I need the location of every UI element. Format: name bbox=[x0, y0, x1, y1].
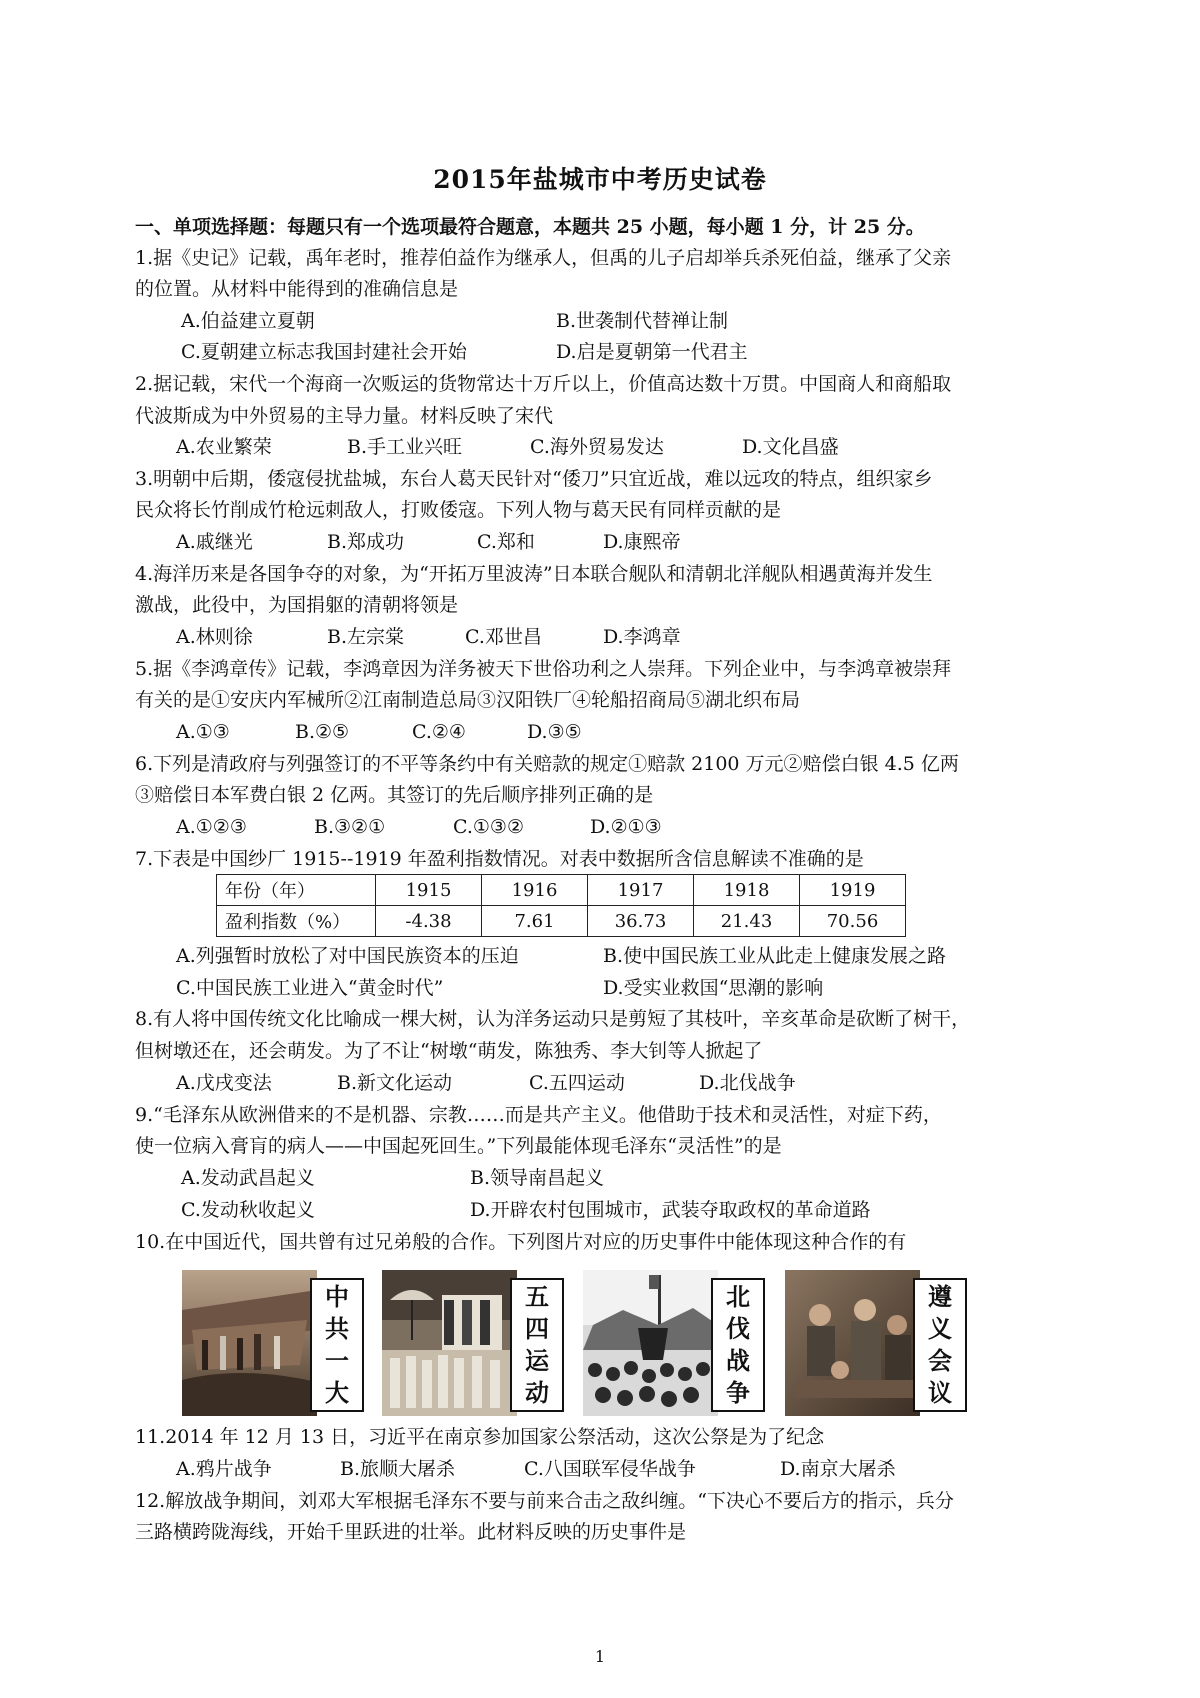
caption-box bbox=[913, 1278, 967, 1412]
question-11-line-1: 11.2014 年 12 月 13 日，习近平在南京参加国家公祭活动，这次公祭是为了纪念 bbox=[135, 1426, 825, 1448]
rally-photo bbox=[583, 1270, 718, 1416]
question-12-line-1: 12.解放战争期间，刘邓大军根据毛泽东不要与前来合击之敌纠缠。“下决心不要后方的指示，兵分 bbox=[135, 1490, 954, 1512]
q6-option-b: B.③②① bbox=[314, 816, 386, 838]
caption-box bbox=[510, 1278, 564, 1412]
section-heading: 一、单项选择题：每题只有一个选项最符合题意，本题共 25 小题，每小题 1 分，计 25 分。 bbox=[135, 216, 925, 238]
q2-option-b: B.手工业兴旺 bbox=[347, 436, 463, 458]
caption-char: 会 bbox=[928, 1347, 952, 1375]
caption-char: 一 bbox=[325, 1347, 349, 1375]
question-8-line-1: 8.有人将中国传统文化比喻成一棵大树，认为洋务运动只是剪短了其枝叶，辛亥革命是砍断了树干， bbox=[135, 1008, 971, 1030]
question-3-line-1: 3.明朝中后期，倭寇侵扰盐城，东台人葛天民针对“倭刀”只宜近战，难以远攻的特点，组织家乡 bbox=[135, 468, 933, 490]
question-1-line-2: 的位置。从材料中能得到的准确信息是 bbox=[135, 278, 459, 300]
caption-char: 运 bbox=[525, 1347, 549, 1375]
table-cell: 1919 bbox=[800, 875, 906, 906]
picture-beifa-zhanzheng bbox=[583, 1270, 773, 1416]
q2-option-d: D.文化昌盛 bbox=[742, 436, 839, 458]
caption-box bbox=[310, 1278, 364, 1412]
question-2-line-1: 2.据记载，宋代一个海商一次贩运的货物常达十万斤以上，价值高达数十万贯。中国商人和商船取 bbox=[135, 373, 952, 395]
caption-char: 中 bbox=[325, 1283, 349, 1311]
q5-option-b: B.②⑤ bbox=[295, 721, 350, 743]
caption-char: 伐 bbox=[726, 1315, 750, 1343]
picture-zhonggong-yida bbox=[182, 1270, 372, 1416]
question-7-line-1: 7.下表是中国纱厂 1915--1919 年盈利指数情况。对表中数据所含信息解读不准确的是 bbox=[135, 848, 864, 870]
caption-char: 战 bbox=[726, 1347, 750, 1375]
q9-option-d: D.开辟农村包围城市，武装夺取政权的革命道路 bbox=[470, 1199, 871, 1221]
q3-option-b: B.郑成功 bbox=[327, 531, 405, 553]
q7-option-a: A.列强暂时放松了对中国民族资本的压迫 bbox=[176, 945, 519, 967]
question-1-line-1: 1.据《史记》记载，禹年老时，推荐伯益作为继承人，但禹的儿子启却举兵杀死伯益，继承了父亲 bbox=[135, 247, 952, 269]
question-10-line-1: 10.在中国近代，国共曾有过兄弟般的合作。下列图片对应的历史事件中能体现这种合作的有 bbox=[135, 1231, 907, 1253]
table-cell: 1915 bbox=[376, 875, 482, 906]
q4-option-d: D.李鸿章 bbox=[603, 626, 681, 648]
table-cell: 年份（年） bbox=[217, 875, 376, 906]
q8-option-a: A.戊戌变法 bbox=[176, 1072, 272, 1094]
q3-option-c: C.郑和 bbox=[477, 531, 535, 553]
exam-title: 2015年盐城市中考历史试卷 bbox=[433, 165, 767, 194]
q6-option-d: D.②①③ bbox=[590, 816, 662, 838]
question-3-line-2: 民众将长竹削成竹枪远刺敌人，打败倭寇。下列人物与葛天民有同样贡献的是 bbox=[135, 499, 782, 521]
q8-option-d: D.北伐战争 bbox=[699, 1072, 796, 1094]
profit-index-table bbox=[216, 874, 906, 937]
q8-option-c: C.五四运动 bbox=[529, 1072, 625, 1094]
q1-option-b: B.世袭制代替禅让制 bbox=[556, 310, 729, 332]
q3-option-a: A.戚继光 bbox=[176, 531, 253, 553]
q9-option-c: C.发动秋收起义 bbox=[181, 1199, 315, 1221]
table-cell: 21.43 bbox=[694, 906, 800, 937]
question-5-line-2: 有关的是①安庆内军械所②江南制造总局③汉阳铁厂④轮船招商局⑤湖北织布局 bbox=[135, 689, 801, 711]
table-cell: -4.38 bbox=[376, 906, 482, 937]
table-row bbox=[217, 875, 906, 906]
q11-option-c: C.八国联军侵华战争 bbox=[524, 1458, 696, 1480]
q5-option-d: D.③⑤ bbox=[527, 721, 582, 743]
question-5-line-1: 5.据《李鸿章传》记载，李鸿章因为洋务被天下世俗功利之人崇拜。下列企业中，与李鸿章被崇拜 bbox=[135, 658, 952, 680]
q1-option-c: C.夏朝建立标志我国封建社会开始 bbox=[181, 341, 467, 363]
table-cell: 1918 bbox=[694, 875, 800, 906]
q4-option-b: B.左宗棠 bbox=[327, 626, 405, 648]
caption-char: 争 bbox=[726, 1379, 750, 1407]
table-cell: 1917 bbox=[588, 875, 694, 906]
caption-char: 义 bbox=[928, 1315, 952, 1343]
page-number: 1 bbox=[594, 1647, 606, 1666]
q7-option-d: D.受实业救国“思潮的影响 bbox=[603, 977, 824, 999]
q4-option-c: C.邓世昌 bbox=[465, 626, 542, 648]
q8-option-b: B.新文化运动 bbox=[337, 1072, 453, 1094]
question-12-line-2: 三路横跨陇海线，开始千里跃进的壮举。此材料反映的历史事件是 bbox=[135, 1521, 687, 1543]
boat-meeting-photo bbox=[182, 1270, 317, 1416]
q9-option-a: A.发动武昌起义 bbox=[181, 1167, 315, 1189]
table-cell: 36.73 bbox=[588, 906, 694, 937]
protest-photo bbox=[382, 1270, 517, 1416]
meeting-painting bbox=[785, 1270, 920, 1416]
table-cell: 7.61 bbox=[482, 906, 588, 937]
caption-char: 议 bbox=[928, 1379, 952, 1407]
caption-char: 四 bbox=[525, 1315, 549, 1343]
q5-option-a: A.①③ bbox=[176, 721, 230, 743]
caption-char: 遵 bbox=[928, 1283, 952, 1311]
question-6-line-1: 6.下列是清政府与列强签订的不平等条约中有关赔款的规定①赔款 2100 万元②赔偿白银 4.5 亿两 bbox=[135, 753, 959, 775]
caption-box bbox=[711, 1278, 765, 1412]
question-8-line-2: 但树墩还在，还会萌发。为了不让“树墩“萌发，陈独秀、李大钊等人掀起了 bbox=[135, 1040, 763, 1062]
q4-option-a: A.林则徐 bbox=[176, 626, 253, 648]
question-6-line-2: ③赔偿日本军费白银 2 亿两。其签订的先后顺序排列正确的是 bbox=[135, 784, 654, 806]
caption-char: 五 bbox=[525, 1283, 549, 1311]
table-cell: 70.56 bbox=[800, 906, 906, 937]
q11-option-d: D.南京大屠杀 bbox=[780, 1458, 896, 1480]
q2-option-c: C.海外贸易发达 bbox=[530, 436, 664, 458]
caption-char: 大 bbox=[325, 1379, 349, 1407]
q2-option-a: A.农业繁荣 bbox=[176, 436, 272, 458]
q7-option-c: C.中国民族工业进入“黄金时代” bbox=[176, 977, 444, 999]
q1-option-d: D.启是夏朝第一代君主 bbox=[556, 341, 748, 363]
question-9-line-2: 使一位病入膏肓的病人——中国起死回生。”下列最能体现毛泽东“灵活性”的是 bbox=[135, 1135, 782, 1157]
table-cell: 1916 bbox=[482, 875, 588, 906]
caption-char: 动 bbox=[525, 1379, 549, 1407]
question-4-line-1: 4.海洋历来是各国争夺的对象，为“开拓万里波涛”日本联合舰队和清朝北洋舰队相遇黄海并发生 bbox=[135, 563, 933, 585]
q5-option-c: C.②④ bbox=[412, 721, 466, 743]
question-4-line-2: 激战，此役中，为国捐躯的清朝将领是 bbox=[135, 594, 459, 616]
q3-option-d: D.康熙帝 bbox=[603, 531, 681, 553]
q11-option-b: B.旅顺大屠杀 bbox=[340, 1458, 456, 1480]
table-cell: 盈利指数（%） bbox=[217, 906, 376, 937]
caption-char: 北 bbox=[726, 1283, 750, 1311]
picture-zunyi-huiyi bbox=[785, 1270, 975, 1416]
q6-option-c: C.①③② bbox=[453, 816, 524, 838]
question-9-line-1: 9.“毛泽东从欧洲借来的不是机器、宗教……而是共产主义。他借助于技术和灵活性，对症下药， bbox=[135, 1104, 942, 1126]
q9-option-b: B.领导南昌起义 bbox=[470, 1167, 605, 1189]
q1-option-a: A.伯益建立夏朝 bbox=[181, 310, 315, 332]
q11-option-a: A.鸦片战争 bbox=[176, 1458, 272, 1480]
question-2-line-2: 代波斯成为中外贸易的主导力量。材料反映了宋代 bbox=[135, 405, 554, 427]
q7-option-b: B.使中国民族工业从此走上健康发展之路 bbox=[603, 945, 947, 967]
q6-option-a: A.①②③ bbox=[176, 816, 247, 838]
table-row bbox=[217, 906, 906, 937]
caption-char: 共 bbox=[325, 1315, 349, 1343]
picture-wusi-yundong bbox=[382, 1270, 572, 1416]
